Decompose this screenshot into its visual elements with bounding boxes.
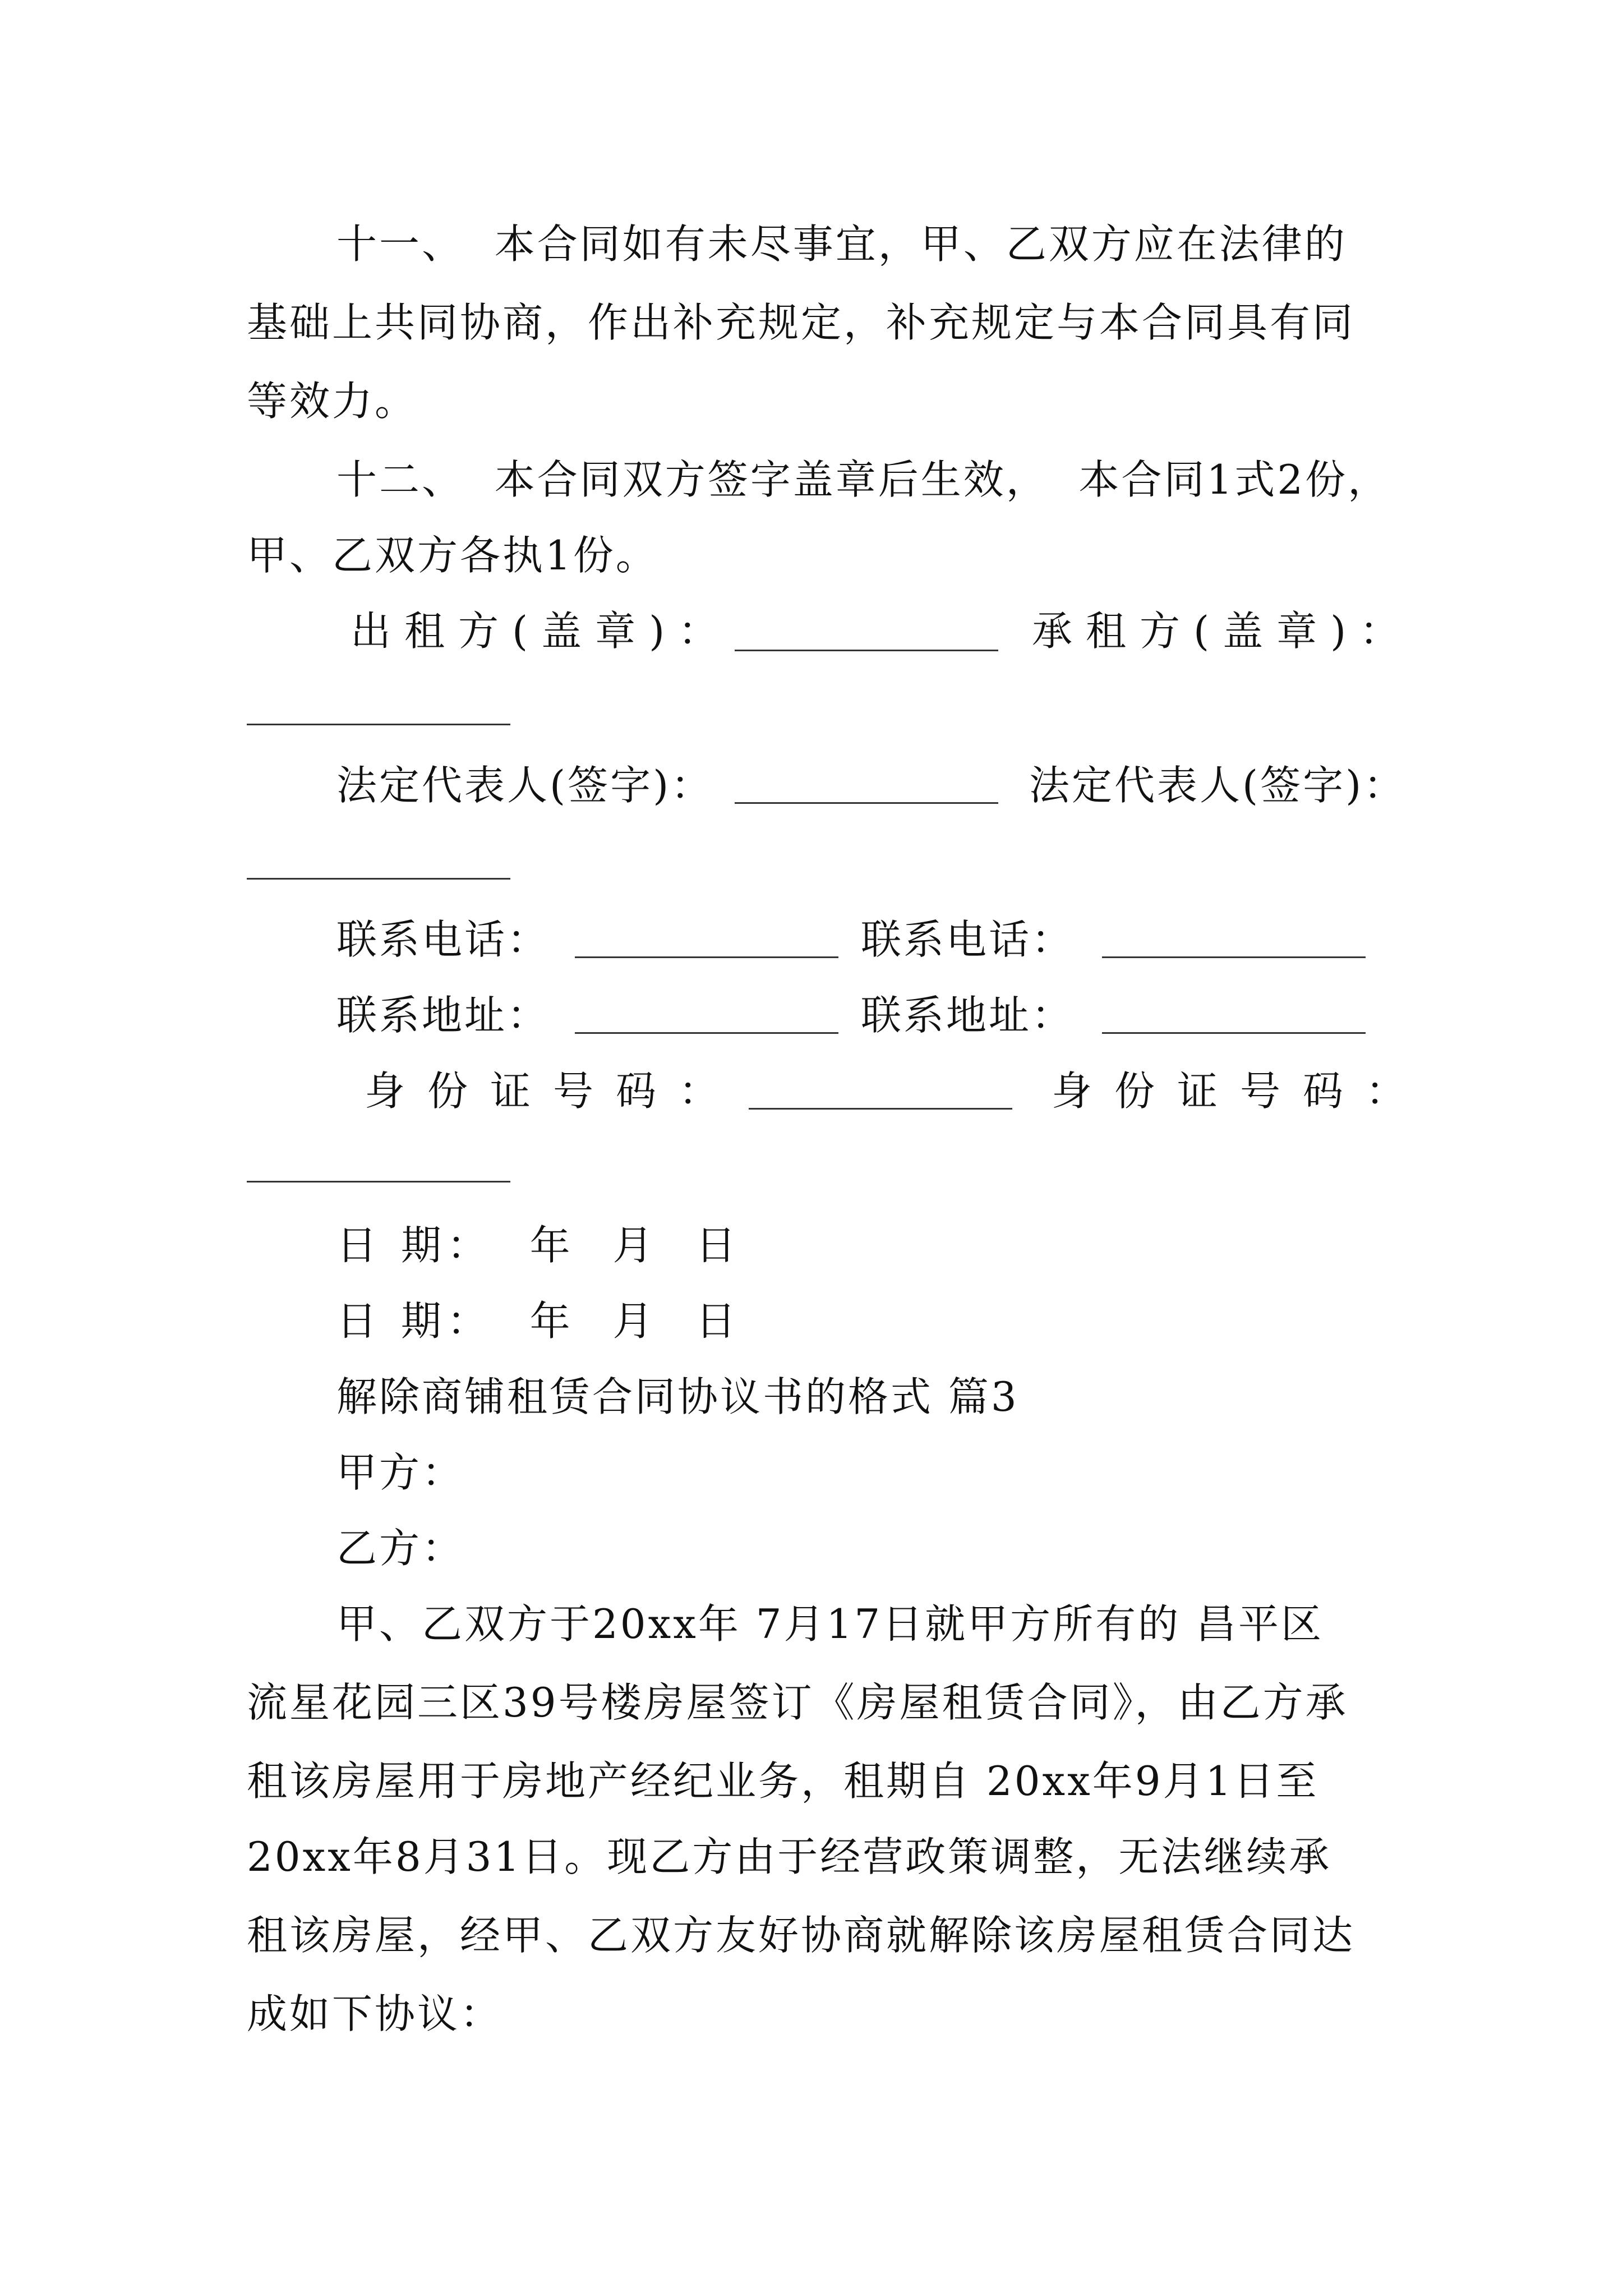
body-line-2: 流星花园三区39号楼房屋签订《房屋租赁合同》，由乙方承	[247, 1679, 1348, 1726]
section-title: 解除商铺租赁合同协议书的格式 篇3	[336, 1373, 1019, 1420]
address-blank-a	[575, 1032, 838, 1034]
party-b-label: 乙方：	[336, 1525, 465, 1572]
party-a-label: 甲方：	[336, 1449, 465, 1496]
phone-blank-b	[1102, 956, 1366, 958]
id-label-b: 身份证号码：	[1052, 1068, 1429, 1115]
lessee-seal-blank	[247, 724, 510, 725]
body-line-6: 成如下协议：	[247, 1990, 503, 2037]
address-label-a: 联系地址：	[336, 992, 550, 1039]
phone-label-b: 联系电话：	[861, 916, 1075, 963]
date-line-a: 日 期： 年 月 日	[336, 1222, 742, 1269]
clause-11-line-3: 等效力。	[247, 378, 418, 425]
lessee-seal-label: 承租方(盖章)：	[1032, 608, 1414, 655]
lessor-rep-blank	[735, 802, 998, 804]
clause-11-line-2: 基础上共同协商，作出补充规定，补充规定与本合同具有同	[247, 299, 1355, 346]
id-label-a: 身份证号码：	[365, 1068, 742, 1115]
address-label-b: 联系地址：	[861, 992, 1075, 1039]
date-line-b: 日 期： 年 月 日	[336, 1297, 742, 1345]
body-line-1: 甲、乙双方于20xx年 7月17日就甲方所有的 昌平区	[336, 1600, 1324, 1648]
clause-11-line-1: 十一、 本合同如有未尽事宜，甲、乙双方应在法律的	[336, 220, 1347, 268]
body-line-4: 20xx年8月31日。现乙方由于经营政策调整，无法继续承	[247, 1833, 1332, 1880]
clause-12-line-2: 甲、乙双方各执1份。	[247, 532, 658, 579]
body-line-3: 租该房屋用于房地产经纪业务，租期自 20xx年9月1日至	[247, 1757, 1319, 1805]
lessee-rep-label: 法定代表人(签字)：	[1029, 762, 1407, 809]
id-blank-a	[749, 1108, 1012, 1110]
phone-blank-a	[575, 956, 838, 958]
lessee-rep-blank	[247, 878, 510, 880]
body-line-5: 租该房屋，经甲、乙双方友好协商就解除该房屋租赁合同达	[247, 1912, 1355, 1959]
phone-label-a: 联系电话：	[336, 916, 550, 963]
lessor-rep-label: 法定代表人(签字)：	[336, 762, 714, 809]
lessor-seal-blank	[735, 650, 998, 651]
clause-12-line-1: 十二、 本合同双方签字盖章后生效， 本合同1式2份，	[336, 456, 1391, 503]
lessor-seal-label: 出租方(盖章)：	[351, 608, 732, 655]
id-blank-b	[247, 1181, 510, 1182]
address-blank-b	[1102, 1032, 1366, 1034]
